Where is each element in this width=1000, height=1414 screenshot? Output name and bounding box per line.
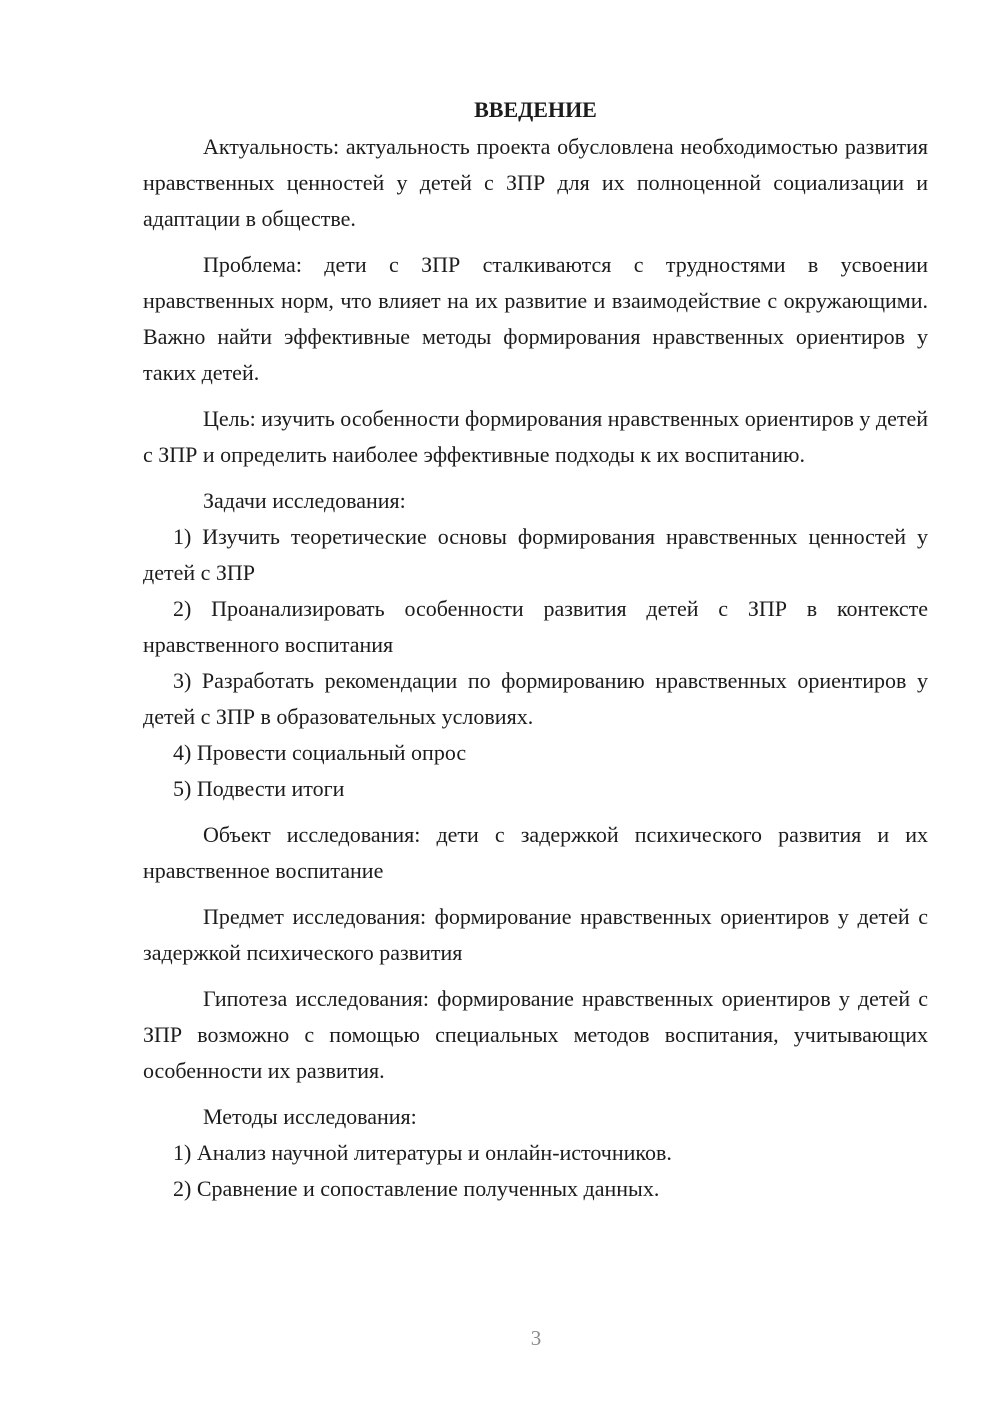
methods-heading: Методы исследования:: [203, 1104, 417, 1129]
task-item-5: 5) Подвести итоги: [173, 776, 345, 801]
task-item-3: 3) Разработать рекомендации по формированию нравственных ориентиров у детей с ЗПР в образовательных условиях.: [143, 668, 928, 729]
page-number: 3: [530, 1326, 542, 1350]
tasks-heading: Задачи исследования:: [203, 488, 406, 513]
object-paragraph: Объект исследования: дети с задержкой психического развития и их нравственное воспитание: [143, 822, 928, 883]
document-page: [143, 92, 928, 1207]
task-item-4: 4) Провести социальный опрос: [173, 740, 467, 765]
task-item-2: 2) Проанализировать особенности развития детей с ЗПР в контексте нравственного воспитания: [143, 596, 928, 657]
goal-paragraph: Цель: изучить особенности формирования нравственных ориентиров у детей с ЗПР и определить наиболее эффективные подходы к их воспитанию.: [143, 406, 928, 467]
method-item-2: 2) Сравнение и сопоставление полученных данных.: [173, 1176, 660, 1201]
relevance-paragraph: Актуальность: актуальность проекта обусловлена необходимостью развития нравственных ценностей у детей с ЗПР для их полноценной социализации и адаптации в обществе.: [143, 134, 928, 231]
page-title: ВВЕДЕНИЕ: [474, 97, 597, 122]
method-item-1: 1) Анализ научной литературы и онлайн-источников.: [173, 1140, 672, 1165]
hypothesis-paragraph: Гипотеза исследования: формирование нравственных ориентиров у детей с ЗПР возможно с помощью специальных методов воспитания, учитывающих особенности их развития.: [143, 986, 928, 1083]
subject-paragraph: Предмет исследования: формирование нравственных ориентиров у детей с задержкой психического развития: [143, 904, 928, 965]
problem-paragraph: Проблема: дети с ЗПР сталкиваются с трудностями в усвоении нравственных норм, что влияет на их развитие и взаимодействие с окружающими. Важно найти эффективные методы формирования нравственных ориентиров у таких детей.: [143, 252, 928, 385]
task-item-1: 1) Изучить теоретические основы формирования нравственных ценностей у детей с ЗПР: [143, 524, 928, 585]
